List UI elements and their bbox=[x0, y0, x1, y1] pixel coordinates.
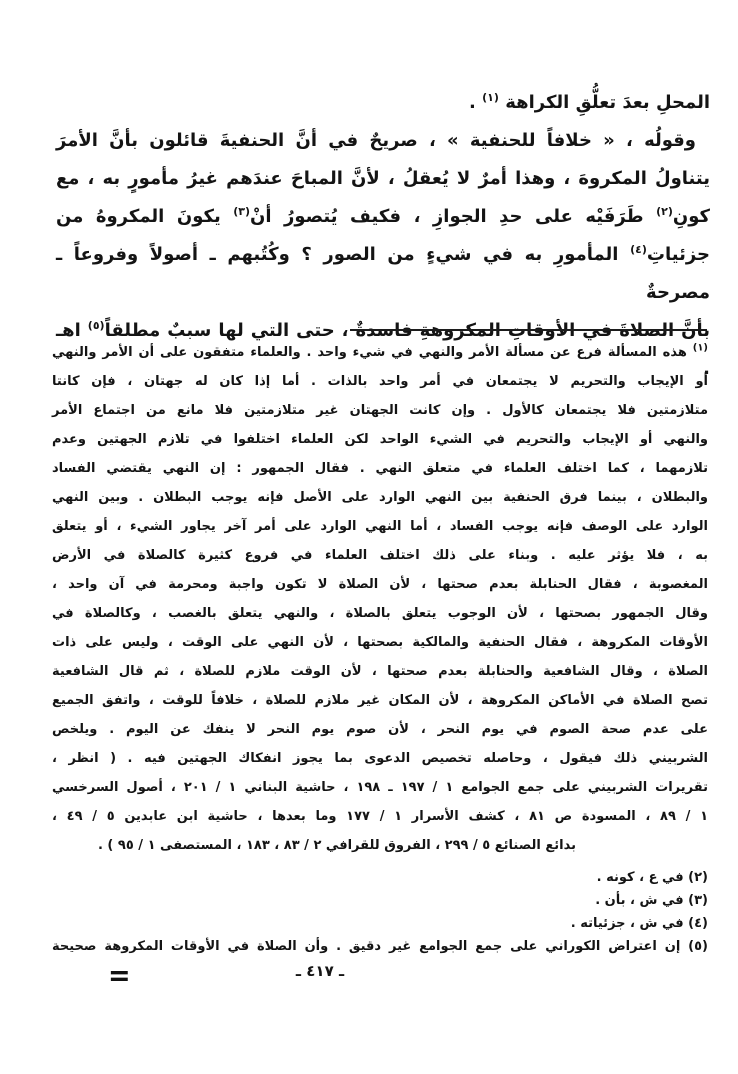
footnote-ref: (٣) bbox=[233, 205, 250, 218]
main-text-line: كونِ$^{(٢)}$ طَرَفَيْه على حدِ الجوازِ ، فكيف يُتصورُ أنْ$^{(٣)}$ يكونَ المكروهُ من bbox=[56, 205, 710, 227]
page-number: ـ ٤١٧ ـ bbox=[295, 962, 345, 980]
variant-note-line: (٥) إن اعتراض الكوراني على جمع الجوامع غير دقيق . وأن الصلاة في الأوقات المكروهة صحيحة bbox=[52, 939, 708, 954]
footnote-ref: (١) bbox=[692, 342, 708, 354]
footnote-line: بدائع الصنائع ٥ / ٢٩٩ ، الفروق للقرافي ٢ / ٨٣ ، ١٨٣ ، المستصفى ١ / ٩٥ ) . bbox=[97, 838, 576, 853]
main-text-line: المحلِ بعدَ تعلُّقِ الكراهة $^{(١)}$ . bbox=[469, 91, 710, 113]
footnote-line: ١ / ٨٩ ، المسودة ص ٨١ ، كشف الأسرار ١ / ١٧٧ وما بعدها ، حاشية ابن عابدين ٥ / ٤٩ ، bbox=[52, 809, 708, 824]
footnote-line: على عدم صحة الصوم في يوم النحر ، لأن صوم يوم النحر لا ينفك عن اليوم . ويلخص bbox=[52, 722, 708, 737]
footnote-line: الشربيني ذلك فيقول ، وحاصله تخصيص الدعوى بما يجوز انفكاك الجهتين فيه . ( انظر ، bbox=[52, 751, 708, 766]
footnote-line: والنهي أو الإيجاب والتحريم في الشيء الواحد لكن العلماء اختلفوا في تلازم الجهتين وعدم bbox=[52, 432, 708, 447]
footnote-ref: (١) bbox=[482, 91, 499, 104]
main-text-line: جزئياتِ$^{(٤)}$ المأمورِ به في شيءٍ من الصور ؟ وكُتُبهم ـ أصولاً وفروعاً ـ مصرحةٌ bbox=[56, 243, 710, 303]
footnote-line: تلازمهما ، كما اختلف العلماء في متعلق النهي . فقال الجمهور : إن النهي يقتضي الفساد bbox=[52, 461, 708, 476]
footnote-line: تقريرات الشربيني على جمع الجوامع ١ / ١٩٧ ـ ١٩٨ ، حاشية البناني ١ / ٢٠١ ، أصول السرخسي bbox=[52, 780, 708, 795]
footnote-line: وقال الجمهور بصحتها ، لأن الوجوب يتعلق بالصلاة ، والنهي يتعلق بالغصب ، وكالصلاة في bbox=[52, 606, 708, 621]
footnote-separator bbox=[350, 329, 707, 331]
footnote-line: به ، فلا يؤثر عليه . وبناء على ذلك اختلف العلماء في فروع كثيرة كالصلاة في الأرض bbox=[52, 548, 708, 563]
footnote-line: الصلاة ، وقال الشافعية والحنابلة بعدم صحتها ، لأن الوقت ملازم للصلاة ، ثم قال الشافعية bbox=[52, 664, 708, 679]
main-text-line: وقولُه ، « خلافاً للحنفية » ، صريحٌ في أنَّ الحنفيةَ قائلون بأنَّ الأمرَ bbox=[56, 130, 696, 151]
footnote-continuation-mark: = bbox=[108, 958, 131, 993]
footnote-line: أو الإيجاب والتحريم لا يجتمعان في أمر واحد بالذات . أما إذا كان له جهتان ، فإن كانتا bbox=[52, 374, 708, 389]
footnote-line: $^{(١)}$ هذه المسألة فرع عن مسألة الأمر والنهي في شيء واحد . والعلماء متفقون على أن الأمر والنهي bbox=[52, 342, 708, 360]
footnote-line: تصح الصلاة في الأماكن المكروهة ، لأن المكان غير ملازم للصلاة ، خلافاً للوقت ، واتفق الجميع bbox=[52, 693, 708, 708]
footnote-ref: (٤) bbox=[630, 243, 647, 256]
footnote-ref: (٢) bbox=[656, 205, 673, 218]
variant-note-line: (٣) في ش ، بأن . bbox=[595, 893, 708, 908]
variant-note-line: (٢) في ع ، كونه . bbox=[596, 870, 708, 885]
footnote-ref: (٥) bbox=[87, 319, 105, 332]
footnote-line: المغصوبة ، فقال الحنابلة بعدم صحتها ، لأن الصلاة لا تكون واجبة ومحرمة في آن واحد ، bbox=[52, 577, 708, 592]
main-text-line: يتناولُ المكروهَ ، وهذا أمرٌ لا يُعقلُ ، لأنَّ المباحَ عندَهم غيرُ مأمورٍ به ، مع bbox=[56, 168, 710, 189]
variant-note-line: (٤) في ش ، جزئياته . bbox=[570, 916, 708, 931]
variant-notes bbox=[52, 866, 708, 958]
footnote-block bbox=[52, 338, 708, 860]
footnote-line: متلازمتين فلا يجتمعان كالأول . وإن كانت الجهتان غير متلازمتين فلا مانع من اجتماع الأمر bbox=[52, 403, 708, 418]
footnote-line: الوارد على الوصف فإنه يوجب الفساد ، أما النهي الوارد على أمر آخر يجاور الشيء ، أو يتعلق bbox=[52, 519, 708, 534]
footnote-line: الأوقات المكروهة ، فقال الحنفية والمالكية بصحتها ، لأن النهي على الوقت ، وليس على ذات bbox=[52, 635, 708, 650]
main-text-line: بأنَّ الصلاةَ في الأوقاتِ المكروهةِ فاسدةٌ ، حتى التي لها سببٌ مطلقاً$^{(٥)}$ اهـ . bbox=[56, 319, 711, 379]
footnote-line: والبطلان ، بينما فرق الحنفية بين النهي الوارد على الأصل فإنه يوجب البطلان . وبين النهي bbox=[52, 490, 708, 505]
